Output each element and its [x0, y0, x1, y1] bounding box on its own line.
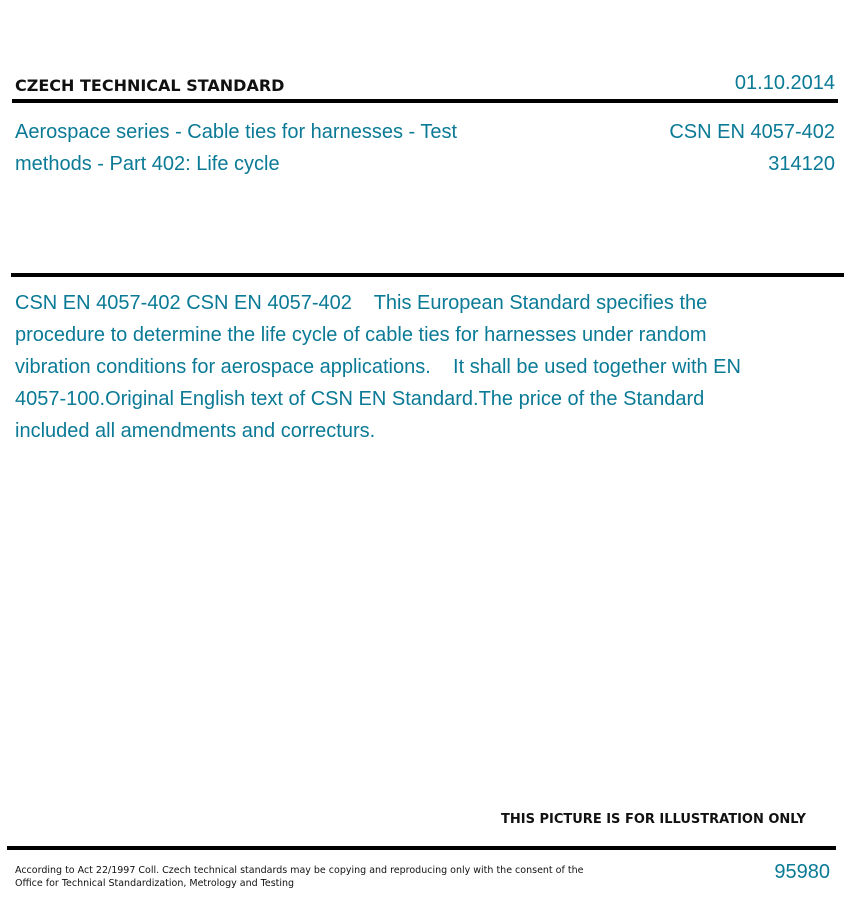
footer-divider — [7, 846, 836, 850]
class-number: 314120 — [768, 153, 835, 175]
publication-date: 01.10.2014 — [734, 72, 835, 94]
standard-code-block — [669, 116, 835, 180]
legal-notice: According to Act 22/1997 Coll. Czech technical standards may be copying and reproducing only with the consent of the Office for Technical Standardization, Metrology and Testing — [15, 865, 584, 889]
page-number: 95980 — [774, 861, 830, 883]
header-label: CZECH TECHNICAL STANDARD — [15, 76, 285, 95]
title-divider — [11, 273, 844, 277]
illustration-note: THIS PICTURE IS FOR ILLUSTRATION ONLY — [501, 812, 806, 827]
standard-title: Aerospace series - Cable ties for harnesses - Test methods - Part 402: Life cycle — [15, 121, 458, 175]
header-divider — [12, 99, 838, 103]
standard-code: CSN EN 4057-402 — [669, 121, 835, 143]
standard-description: CSN EN 4057-402 CSN EN 4057-402 This European Standard specifies the procedure to determine the life cycle of cable ties for harnesses under random vibration conditions for aerospace applications. It shall be used together with EN 4057-100.Original English text of CSN EN Standard.The price of the Standard included all amendments and correcturs. — [15, 292, 747, 442]
